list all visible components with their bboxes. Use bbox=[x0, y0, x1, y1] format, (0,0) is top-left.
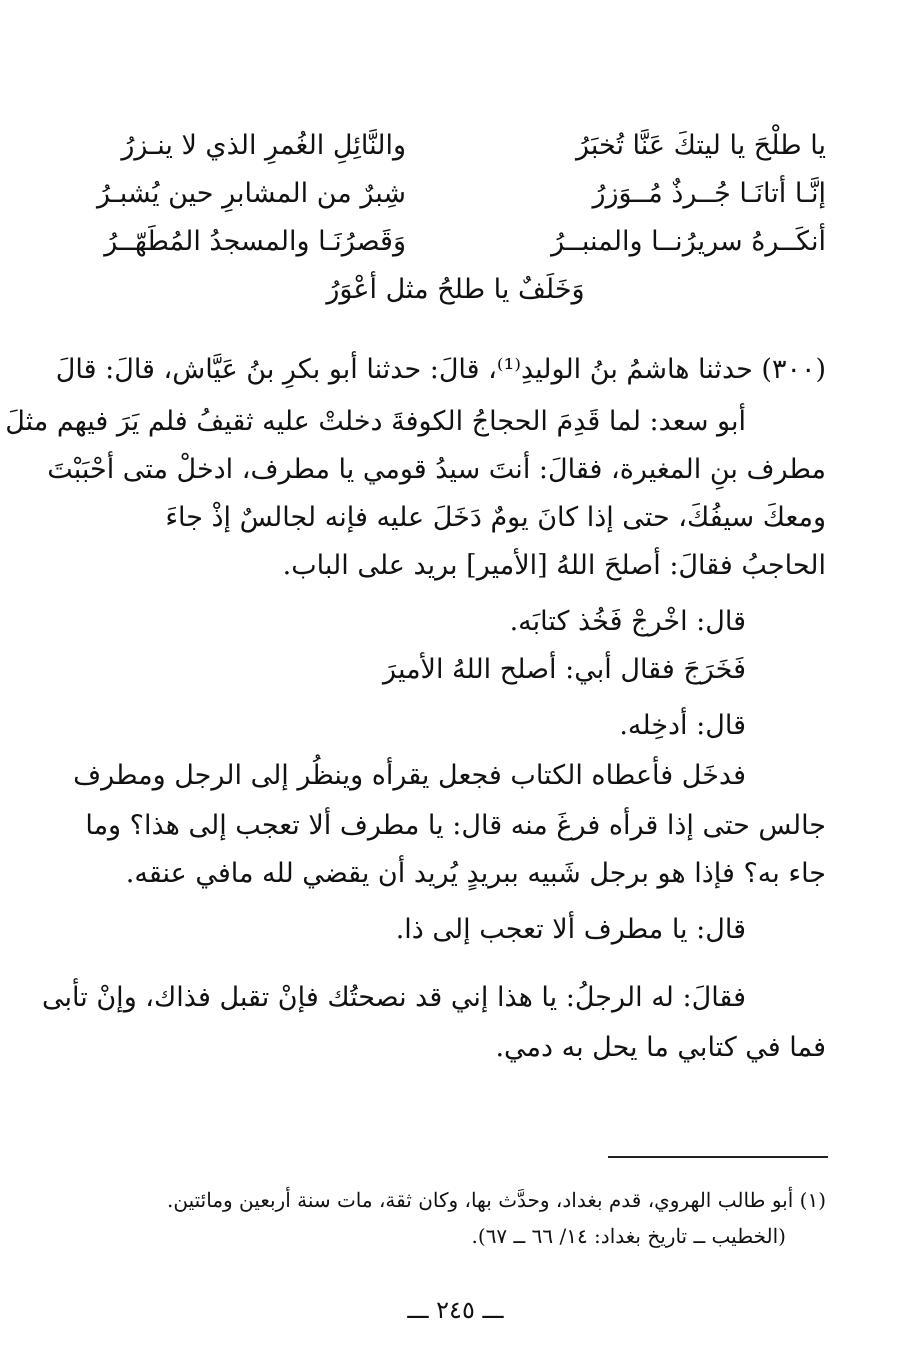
dialogue-para-line: فدخَل فأعطاه الكتاب فجعل يقرأه وينظُر إلى الرجل ومطرف bbox=[73, 760, 746, 791]
paragraph-line: أبو سعد: لما قَدِمَ الحجاجُ الكوفةَ دخلتْ عليه ثقيفُ فلم يَرَ فيهم مثلَ bbox=[5, 406, 746, 437]
footnote-line-1: (١) أبو طالب الهروي، قدم بغداد، وحدَّث بها، وكان ثقة، مات سنة أربعين ومائتين. bbox=[167, 1188, 826, 1212]
dialogue-para2-line: فقالَ: له الرجلُ: يا هذا إني قد نصحتُك فإنْ تقبل فذاك، وإنْ تأبى bbox=[42, 982, 746, 1013]
poem-line-2-right: إنَّـا أتانَـا جُــرذٌ مُــوَزرُ bbox=[592, 178, 826, 209]
dialogue-line: قال: أدخِله. bbox=[619, 710, 746, 741]
poem-line-2-left: شِبرٌ من المشابرِ حين يُشبـرُ bbox=[96, 178, 406, 209]
poem-final-line: وَخَلَفٌ يا طلحُ مثل أعْوَرُ bbox=[326, 274, 585, 305]
paragraph-line: الحاجبُ فقالَ: أصلحَ اللهُ [الأمير] بريد على الباب. bbox=[282, 550, 826, 581]
paragraph-line: ومعكَ سيفُكَ، حتى إذا كانَ يومٌ دَخَلَ عليه فإنه لجالسٌ إذْ جاءَ bbox=[165, 502, 826, 533]
dialogue-para-line: جاء به؟ فإذا هو برجل شَبيه ببريدٍ يُريد أن يقضي لله مافي عنقه. bbox=[125, 858, 826, 889]
dialogue-line: قال: اخْرجْ فَخُذ كتابَه. bbox=[509, 606, 746, 637]
paragraph-line: مطرف بنِ المغيرة، فقالَ: أنتَ سيدُ قومي يا مطرف، ادخلْ متى أحْبَبْتَ bbox=[47, 454, 826, 485]
poem-line-3-left: وَقَصرُنَـا والمسجدُ المُطَهّــرُ bbox=[104, 226, 406, 257]
dialogue-para-line: جالس حتى إذا قرأه فرغَ منه قال: يا مطرف ألا تعجب إلى هذا؟ وما bbox=[85, 810, 826, 841]
poem-line-3-right: أنكَــرهُ سريرُنــا والمنبــرُ bbox=[551, 226, 826, 257]
footnote-line-2: (الخطيب ــ تاريخ بغداد: ١٤/ ٦٦ ــ ٦٧). bbox=[471, 1224, 786, 1248]
footnote-separator bbox=[608, 1156, 828, 1158]
poem-line-1-left: والنَّائِلِ الغُمرِ الذي لا ينـزرُ bbox=[121, 130, 406, 161]
dialogue-para2-line: فما في كتابي ما يحل به دمي. bbox=[495, 1032, 826, 1063]
poem-line-1-right: يا طلْحَ يا ليتكَ عَنَّا تُخبَرُ bbox=[575, 130, 826, 161]
dialogue-line: فَخَرَجَ فقال أبي: أصلح اللهُ الأميرَ bbox=[383, 654, 746, 685]
dialogue-line: قال: يا مطرف ألا تعجب إلى ذا. bbox=[395, 914, 746, 945]
page-number: ـــ ٢٤٥ ـــ bbox=[407, 1296, 504, 1324]
paragraph-line: (٣٠٠) حدثنا هاشمُ بنُ الوليدِ⁽¹⁾، قالَ: حدثنا أبو بكرِ بنُ عَيَّاش، قالَ: قالَ bbox=[55, 354, 826, 385]
